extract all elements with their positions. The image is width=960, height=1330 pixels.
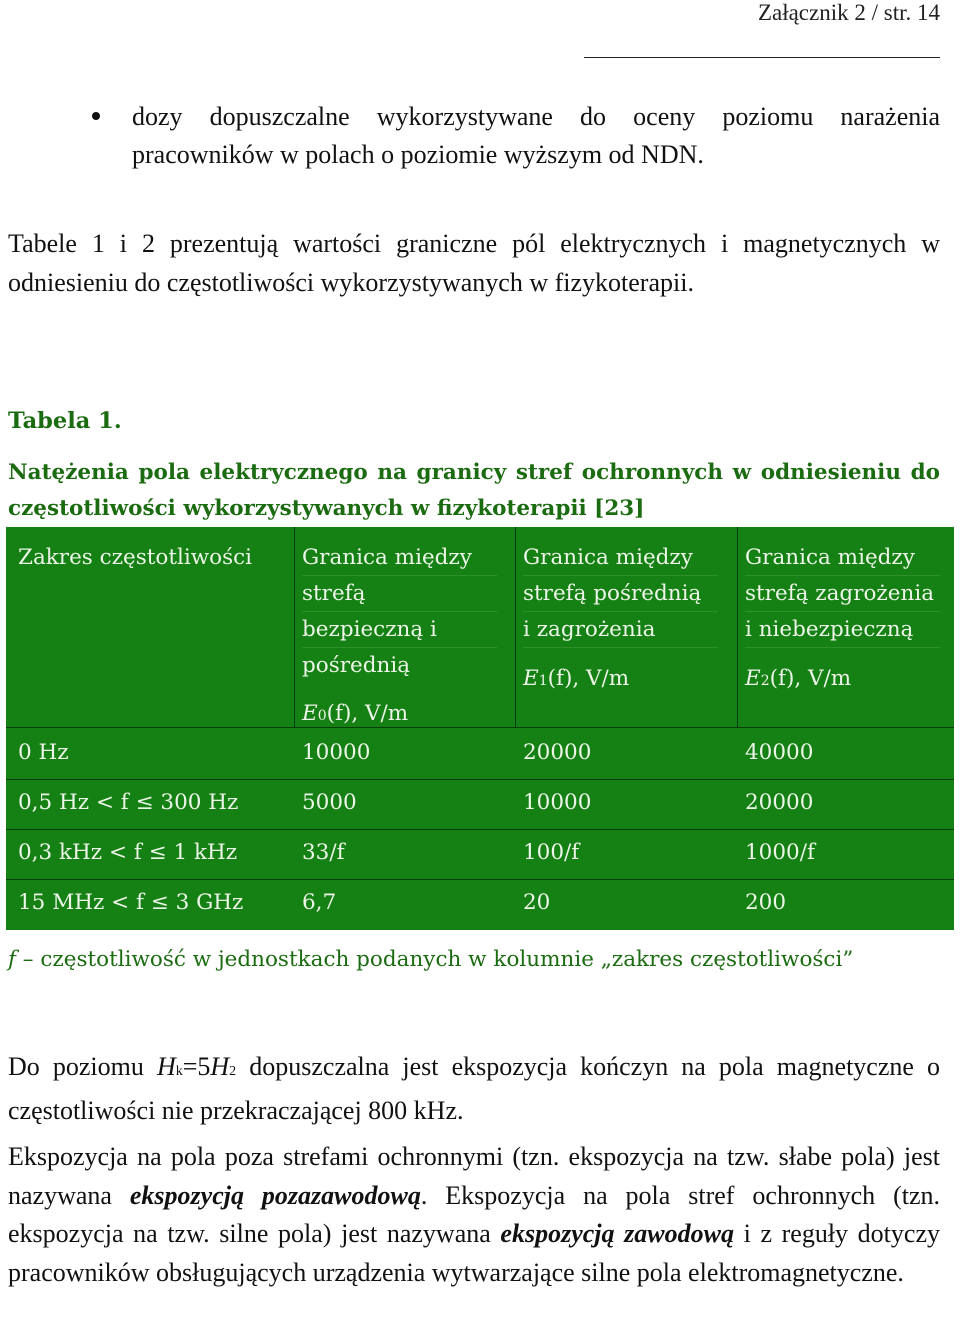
cell-range: 0,3 kHz < f ≤ 1 kHz: [18, 840, 238, 865]
col-header-frequency: Zakres częstotliwości: [18, 545, 253, 570]
col-header-e2: Granica między strefą zagrożenia i niebezpieczną E2(f), V/m: [745, 540, 940, 699]
cell-e2: 200: [745, 890, 787, 915]
table-label: Tabela 1.: [8, 408, 122, 434]
paragraph-exposure-definitions: Ekspozycja na pola poza strefami ochronnymi (tzn. ekspozycja na tzw. słabe pola) jest nazywana ekspozycją pozazawodową. Ekspozycja na pola stref ochronnych (tzn. ekspozycja na tzw. silne pola) jest nazywana ekspozycją zawodową i z reguły dotyczy pracowników obsługujących urządzenia wytwarzające silne pola elektromagnetyczne.: [8, 1142, 941, 1287]
bullet-dot-icon: [92, 112, 100, 120]
cell-e2: 40000: [745, 740, 814, 765]
table-row: [6, 779, 954, 830]
cell-e0: 10000: [302, 740, 371, 765]
paragraph-exposure-limbs: Do poziomu Hk=5H2 dopuszczalna jest ekspozycja kończyn na pola magnetyczne o częstotliwości nie przekraczającej 800 kHz.: [8, 1052, 941, 1125]
cell-e1: 20: [523, 890, 551, 915]
limits-table: [6, 527, 954, 930]
cell-e0: 5000: [302, 790, 357, 815]
table-caption: Natężenia pola elektrycznego na granicy stref ochronnych w odniesieniu do częstotliwości wykorzystywanych w fizykoterapii [23]: [8, 460, 940, 521]
intro-paragraph: Tabele 1 i 2 prezentują wartości graniczne pól elektrycznych i magnetycznych w odniesieniu do częstotliwości wykorzystywanych w fizykoterapii.: [8, 229, 940, 297]
col-header-e0: Granica między strefą bezpieczną i pośrednią E0(f), V/m: [302, 540, 497, 734]
header-rule: [584, 57, 940, 58]
cell-e1: 10000: [523, 790, 592, 815]
page-header: Załącznik 2 / str. 14: [757, 0, 940, 25]
cell-range: 0 Hz: [18, 740, 69, 765]
table-footnote: f – częstotliwość w jednostkach podanych w kolumnie „zakres częstotliwości”: [8, 947, 854, 972]
cell-e0: 6,7: [302, 890, 337, 915]
table-row: [6, 729, 954, 780]
table-row: [6, 879, 954, 929]
cell-e0: 33/f: [302, 840, 345, 865]
table-header-row: [6, 527, 954, 728]
bullet-item: [92, 98, 940, 174]
cell-range: 0,5 Hz < f ≤ 300 Hz: [18, 790, 239, 815]
cell-e1: 20000: [523, 740, 592, 765]
col-header-e1: Granica między strefą pośrednią i zagrożenia E1(f), V/m: [523, 540, 718, 699]
table-row: [6, 829, 954, 880]
cell-e2: 1000/f: [745, 840, 815, 865]
bullet-text: dozy dopuszczalne wykorzystywane do oceny poziomu narażenia pracowników w polach o poziomie wyższym od NDN.: [132, 102, 940, 169]
cell-range: 15 MHz < f ≤ 3 GHz: [18, 890, 244, 915]
cell-e1: 100/f: [523, 840, 580, 865]
cell-e2: 20000: [745, 790, 814, 815]
